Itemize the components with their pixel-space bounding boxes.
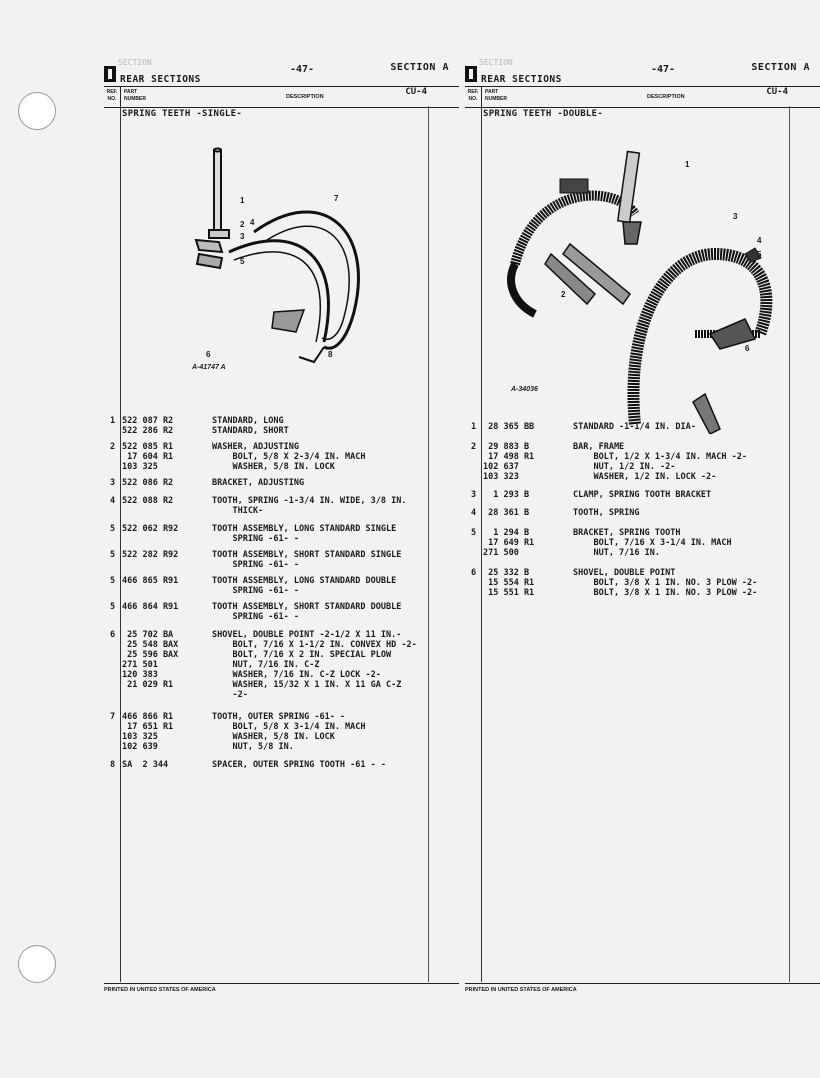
description-header: DESCRIPTION (647, 94, 685, 100)
callout-4: 4 (250, 218, 255, 227)
part-number: 17 498 R1 (483, 452, 535, 462)
ref-number: 4 (110, 496, 116, 506)
ref-number: 5 (110, 602, 116, 612)
ref-number: 5 (110, 550, 116, 560)
part-number: 522 286 R2 (122, 426, 174, 436)
ref-column-rule (481, 106, 482, 982)
part-description: SPRING -61- - (212, 612, 299, 622)
callout-3: 3 (733, 212, 738, 221)
figure-label: A-41747 A (192, 364, 226, 371)
part-number: 28 361 B (483, 508, 530, 518)
page-number: -47- (651, 64, 676, 75)
part-description: BOLT, 5/8 X 3-1/4 IN. MACH (212, 722, 366, 732)
part-number: 1 294 B (483, 528, 530, 538)
part-description: TOOTH ASSEMBLY, SHORT STANDARD DOUBLE (212, 602, 402, 612)
part-number: 25 332 B (483, 568, 530, 578)
ih-logo-icon (104, 66, 116, 82)
part-number: 271 501 (122, 660, 158, 670)
binder-hole (18, 92, 56, 130)
ref-number: 6 (110, 630, 116, 640)
parts-page-double (465, 52, 820, 993)
ref-no-header: REF. NO. (465, 87, 482, 109)
part-description: TOOTH, SPRING (573, 508, 640, 518)
ref-number: 5 (471, 528, 477, 538)
page-footer (465, 983, 820, 993)
spring-teeth-double-illustration (505, 144, 805, 434)
part-number: 271 500 (483, 548, 519, 558)
part-number: 522 282 R92 (122, 550, 179, 560)
callout-5: 5 (240, 257, 245, 266)
subsection-title: REAR SECTIONS (481, 74, 562, 85)
part-description: TOOTH ASSEMBLY, LONG STANDARD DOUBLE (212, 576, 397, 586)
ref-number: 5 (110, 576, 116, 586)
callout-6: 6 (745, 344, 750, 353)
part-number: 1 293 B (483, 490, 530, 500)
callout-6: 6 (206, 350, 211, 359)
part-description: NUT, 1/2 IN. -2- (573, 462, 676, 472)
part-description: TOOTH, OUTER SPRING -61- - (212, 712, 346, 722)
catalog-code: CU-4 (766, 87, 788, 97)
figure-label: A-34036 (511, 386, 538, 393)
callout-1: 1 (240, 196, 245, 205)
right-column-rule (428, 106, 429, 982)
part-description: SHOVEL, DOUBLE POINT (573, 568, 676, 578)
part-number: 466 865 R91 (122, 576, 179, 586)
part-description: BOLT, 7/16 X 3-1/4 IN. MACH (573, 538, 732, 548)
ref-number: 1 (471, 422, 477, 432)
part-description: CLAMP, SPRING TOOTH BRACKET (573, 490, 712, 500)
spring-teeth-single-illustration (174, 142, 384, 372)
binder-hole (18, 945, 56, 983)
part-description: TOOTH ASSEMBLY, LONG STANDARD SINGLE (212, 524, 397, 534)
page-header (465, 58, 820, 85)
part-number: 17 649 R1 (483, 538, 535, 548)
callout-3: 3 (240, 232, 245, 241)
part-number-header: PART NUMBER (124, 89, 146, 102)
section-title: SPRING TEETH -DOUBLE- (483, 109, 604, 119)
part-number: 15 551 R1 (483, 588, 535, 598)
ref-number: 1 (110, 416, 116, 426)
part-description: WASHER, 15/32 X 1 IN. X 11 GA C-Z (212, 680, 402, 690)
part-description: STANDARD, SHORT (212, 426, 289, 436)
page-footer (104, 983, 459, 993)
ref-number: 3 (471, 490, 477, 500)
part-description: SPRING -61- - (212, 560, 299, 570)
ref-no-header: REF. NO. (104, 87, 121, 109)
part-description: TOOTH, SPRING -1-3/4 IN. WIDE, 3/8 IN. (212, 496, 407, 506)
ref-number: 4 (471, 508, 477, 518)
callout-4: 4 (757, 236, 762, 245)
part-description: NUT, 5/8 IN. (212, 742, 294, 752)
part-description: STANDARD, LONG (212, 416, 284, 426)
description-header: DESCRIPTION (286, 94, 324, 100)
part-number: 25 596 BAX (122, 650, 179, 660)
part-number: 102 639 (122, 742, 158, 752)
ref-number: 6 (471, 568, 477, 578)
part-number: 466 866 R1 (122, 712, 174, 722)
ref-column-rule (120, 106, 121, 982)
callout-2: 2 (561, 290, 566, 299)
ih-logo-icon (465, 66, 477, 82)
part-description: BOLT, 7/16 X 1-1/2 IN. CONVEX HD -2- (212, 640, 417, 650)
ref-number: 7 (110, 712, 116, 722)
ref-number: 2 (471, 442, 477, 452)
subsection-title: REAR SECTIONS (120, 74, 201, 85)
part-description: BOLT, 3/8 X 1 IN. NO. 3 PLOW -2- (573, 588, 758, 598)
part-number: 102 637 (483, 462, 519, 472)
part-description: BOLT, 7/16 X 2 IN. SPECIAL PLOW (212, 650, 392, 660)
part-number: 120 383 (122, 670, 158, 680)
section-title: SPRING TEETH -SINGLE- (122, 109, 243, 119)
part-description: -2- (212, 690, 248, 700)
part-number: 17 604 R1 (122, 452, 174, 462)
part-number: 25 548 BAX (122, 640, 179, 650)
page-header (104, 58, 459, 85)
ref-number: 2 (110, 442, 116, 452)
part-number: 522 087 R2 (122, 416, 174, 426)
bleed-through-text: SECTION (118, 58, 152, 67)
part-number: 17 651 R1 (122, 722, 174, 732)
part-number: 466 864 R91 (122, 602, 179, 612)
part-description: SHOVEL, DOUBLE POINT -2-1/2 X 11 IN.- (212, 630, 402, 640)
part-description: NUT, 7/16 IN. C-Z (212, 660, 320, 670)
part-description: BAR, FRAME (573, 442, 625, 452)
part-number: 25 702 BA (122, 630, 174, 640)
part-description: SPRING -61- - (212, 534, 299, 544)
part-number: SA 2 344 (122, 760, 169, 770)
part-description: WASHER, 1/2 IN. LOCK -2- (573, 472, 717, 482)
section-label: SECTION A (751, 62, 810, 73)
section-label: SECTION A (390, 62, 449, 73)
callout-2: 2 (240, 220, 245, 229)
page-number: -47- (290, 64, 315, 75)
print-notice: PRINTED IN UNITED STATES OF AMERICA (104, 987, 216, 993)
part-description: BRACKET, SPRING TOOTH (573, 528, 681, 538)
part-description: BOLT, 5/8 X 2-3/4 IN. MACH (212, 452, 366, 462)
part-number: 103 323 (483, 472, 519, 482)
part-number: 103 325 (122, 732, 158, 742)
print-notice: PRINTED IN UNITED STATES OF AMERICA (465, 987, 577, 993)
part-description: NUT, 7/16 IN. (573, 548, 660, 558)
ref-number: 8 (110, 760, 116, 770)
callout-5: 5 (757, 250, 762, 259)
ref-number: 5 (110, 524, 116, 534)
part-description: STANDARD -1-1/4 IN. DIA- (573, 422, 696, 432)
part-description: BRACKET, ADJUSTING (212, 478, 305, 488)
column-header (104, 86, 459, 108)
part-description: WASHER, ADJUSTING (212, 442, 299, 452)
part-description: SPACER, OUTER SPRING TOOTH -61 - - (212, 760, 386, 770)
part-number: 522 062 R92 (122, 524, 179, 534)
part-description: BOLT, 3/8 X 1 IN. NO. 3 PLOW -2- (573, 578, 758, 588)
part-description: TOOTH ASSEMBLY, SHORT STANDARD SINGLE (212, 550, 402, 560)
part-number: 15 554 R1 (483, 578, 535, 588)
part-description: SPRING -61- - (212, 586, 299, 596)
part-description: WASHER, 5/8 IN. LOCK (212, 732, 335, 742)
catalog-code: CU-4 (405, 87, 427, 97)
part-number: 28 365 BB (483, 422, 535, 432)
part-description: THICK- (212, 506, 264, 516)
part-number-header: PART NUMBER (485, 89, 507, 102)
part-number: 522 088 R2 (122, 496, 174, 506)
bleed-through-text: SECTION (479, 58, 513, 67)
parts-page-single (104, 52, 459, 993)
part-number: 103 325 (122, 462, 158, 472)
part-description: WASHER, 7/16 IN. C-Z LOCK -2- (212, 670, 381, 680)
part-number: 29 883 B (483, 442, 530, 452)
ref-number: 3 (110, 478, 116, 488)
callout-1: 1 (685, 160, 690, 169)
part-number: 522 086 R2 (122, 478, 174, 488)
part-description: BOLT, 1/2 X 1-3/4 IN. MACH -2- (573, 452, 747, 462)
part-number: 21 029 R1 (122, 680, 174, 690)
callout-8: 8 (328, 350, 333, 359)
part-number: 522 085 R1 (122, 442, 174, 452)
column-header (465, 86, 820, 108)
part-description: WASHER, 5/8 IN. LOCK (212, 462, 335, 472)
callout-7: 7 (334, 194, 339, 203)
